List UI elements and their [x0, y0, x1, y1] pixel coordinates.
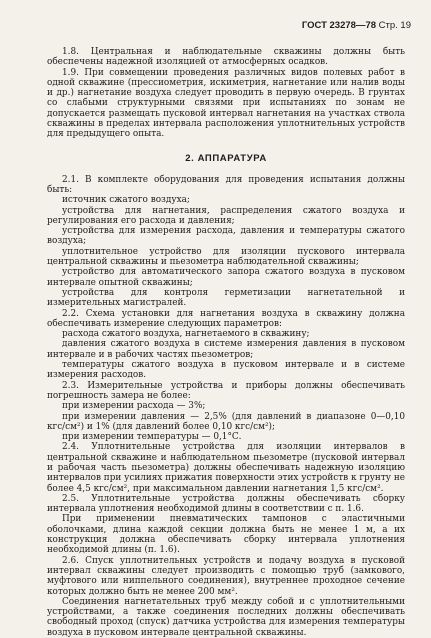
paragraph: устройства для измерения расхода, давления и температуры сжатого воздуха;	[47, 226, 405, 247]
paragraph: устройство для автоматического запора сжатого воздуха в пусковом интервале опытной скважины;	[47, 267, 405, 288]
paragraph: при измерении давления — 2,5% (для давлений в диапазоне 0—0,10 кгс/см²) и 1% (для давлений более 0,10 кгс/см²);	[47, 411, 405, 432]
paragraph: 2.5. Уплотнительные устройства должны обеспечивать сборку интервала уплотнения необходимой длины в соответствии с п. 1.6.	[47, 493, 405, 515]
gost-number: ГОСТ 23278—78	[301, 20, 377, 31]
paragraph: источник сжатого воздуха;	[62, 195, 190, 206]
paragraph: При применении пневматических тампонов с эластичными оболочками, длина каждой секции должна быть не менее 1 м, а их конструкция должна обеспечивать сборку интервала уплотнения необходимой длины (п. 1.6).	[47, 514, 405, 556]
paragraph: давления сжатого воздуха в системе измерения давления в пусковом интервале и в рабочих частях пьезометров;	[47, 339, 405, 360]
paragraph: Соединения нагнетательных труб между собой и с уплотнительными устройствами, а также соединения последних должны обеспечивать свободный проход (спуск) датчика устройства для измерения температуры воздуха в пусковом интервале центральной скважины.	[47, 596, 405, 638]
paragraph: температуры сжатого воздуха в пусковом интервале и в системе измерения расходов.	[47, 360, 405, 381]
section-title: 2. АППАРАТУРА	[185, 152, 267, 164]
paragraph: 2.1. В комплекте оборудования для проведения испытания должны быть:	[47, 174, 405, 195]
paragraph: 2.2. Схема установки для нагнетания воздуха в скважину должна обеспечивать измерение следующих параметров:	[47, 308, 405, 329]
paragraph: 2.4. Уплотнительные устройства для изоляции интервалов в центральной скважине и наблюдательном пьезометре (пусковой интервал и рабочая часть пьезометра) должны обеспечивать надежную изоляцию интервалов при усилиях прижатия поверхности этих устройств к грунту не более 4,5 кгс/см², при максимальном давлении нагнетания 1,5 кгс/см².	[47, 442, 405, 494]
paragraph: уплотнительное устройство для изоляции пускового интервала центральной скважины и пьезометра наблюдательной скважины;	[47, 246, 405, 268]
paragraph: устройства для нагнетания, распределения сжатого воздуха и регулирования его расхода и давления;	[47, 205, 405, 226]
paragraph: 2.6. Спуск уплотнительных устройств и подачу воздуха в пусковой интервал скважины следует производить с помощью труб (замкового, муфтового или ниппельного соединения), внутреннее проходное сечение которых должно быть не менее 200 мм².	[47, 555, 405, 597]
paragraph: при измерении температуры — 0,1°С.	[62, 432, 242, 443]
paragraph: 1.9. При совмещении проведения различных видов полевых работ в одной скважине (прессиометрия, искиметрия, нагнетание или налив воды и др.) нагнетание воздуха следует проводить в первую очередь. В грунтах со слабыми структурными связями при испытаниях по зонам не допускается размещать пусковой интервал нагнетания на участках ствола скважины в пределах интервала расположения уплотнительных устройств для предыдущего опыта.	[47, 67, 405, 140]
paragraph: при измерении расхода — 3%;	[62, 401, 206, 412]
paragraph: устройства для контроля герметизации нагнетательной и измерительных магистралей.	[47, 287, 405, 309]
page-number: Стр. 19	[378, 20, 411, 31]
paragraph: расхода сжатого воздуха, нагнетаемого в скважину;	[62, 329, 310, 340]
paragraph: 1.8. Центральная и наблюдательные скважины должны быть обеспечены надежной изоляцией от атмосферных осадков.	[47, 47, 405, 68]
page-header	[302, 20, 411, 31]
document-body	[47, 47, 405, 638]
paragraph: 2.3. Измерительные устройства и приборы должны обеспечивать погрешность замера не более:	[47, 380, 405, 401]
